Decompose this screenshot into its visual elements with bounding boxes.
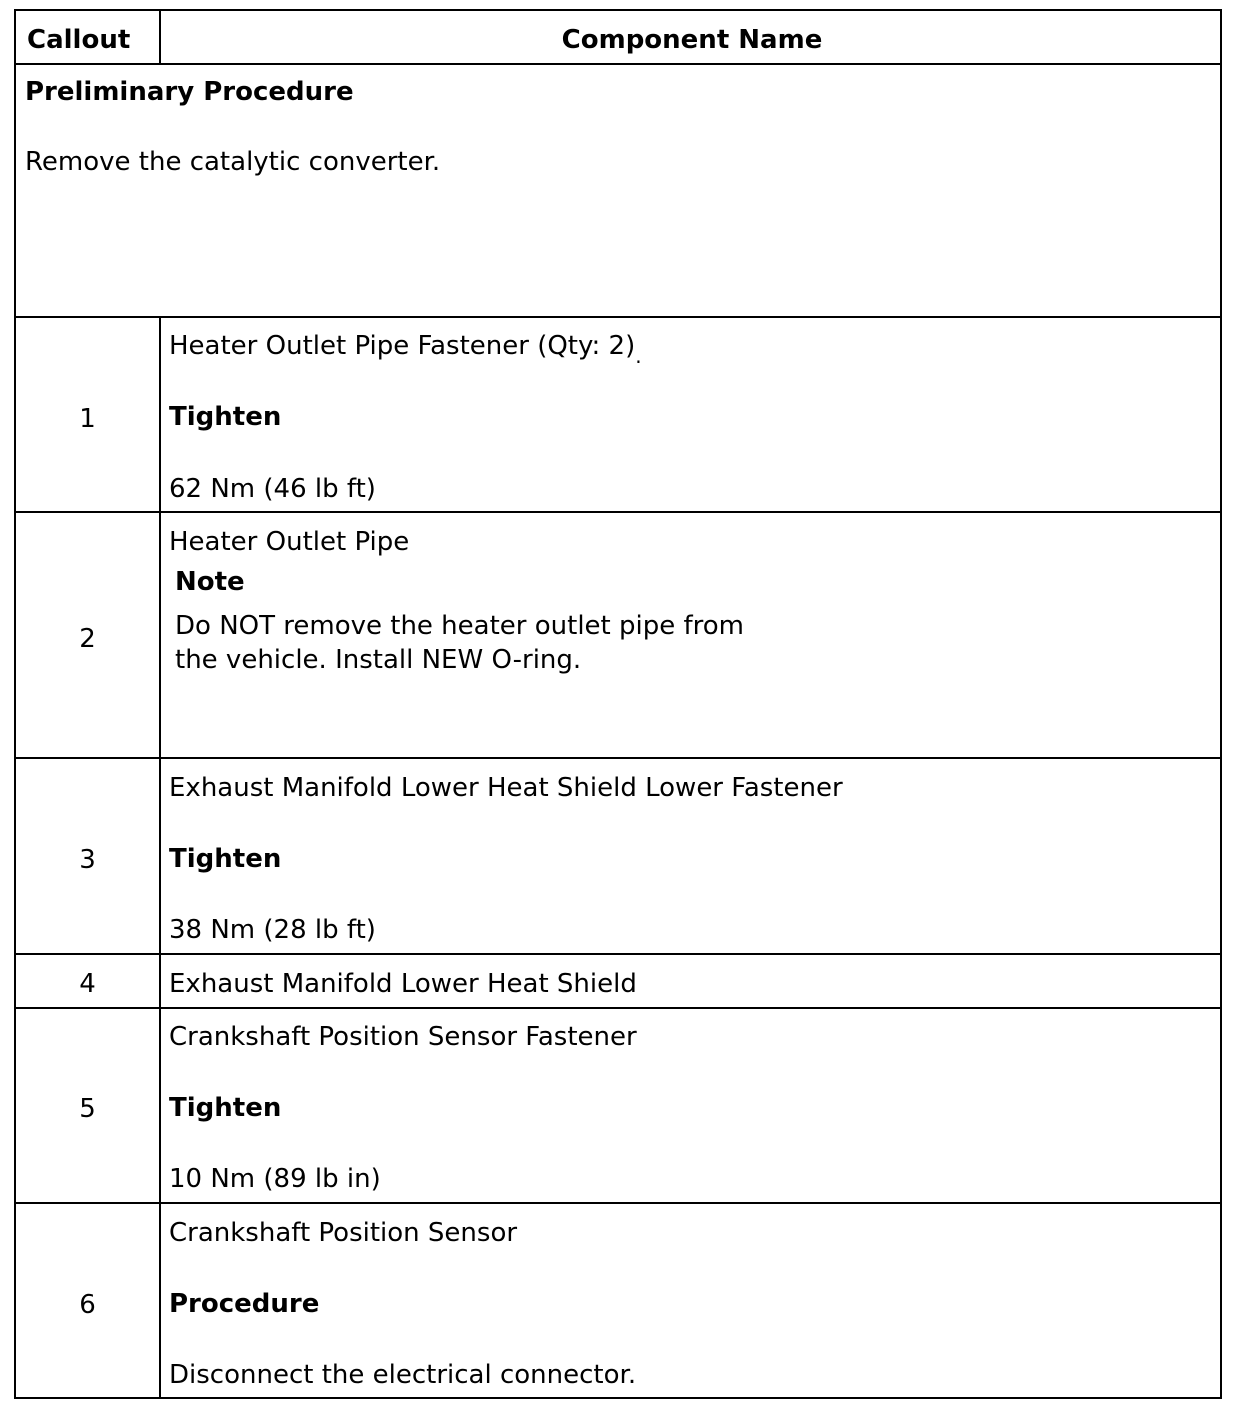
- preliminary-title: Preliminary Procedure: [25, 77, 354, 107]
- component-name: Crankshaft Position Sensor: [169, 1218, 518, 1248]
- column-divider: [159, 316, 161, 1398]
- component-name: Heater Outlet Pipe: [169, 527, 410, 557]
- procedure-text: Disconnect the electrical connector.: [169, 1360, 637, 1390]
- row-divider: [16, 1007, 1220, 1009]
- action-label: Tighten: [169, 844, 282, 874]
- row-divider: [16, 1202, 1220, 1204]
- component-name: Exhaust Manifold Lower Heat Shield: [169, 969, 637, 999]
- callout-number: 2: [79, 624, 96, 654]
- component-name: Crankshaft Position Sensor Fastener: [169, 1022, 637, 1052]
- component-name-text: Heater Outlet Pipe Fastener (Qty: 2): [169, 331, 636, 361]
- header-divider: [16, 63, 1220, 65]
- row-divider: [16, 316, 1220, 318]
- callout-number: 4: [79, 969, 96, 999]
- action-label: Procedure: [169, 1289, 320, 1319]
- note-text-line2: the vehicle. Install NEW O-ring.: [175, 645, 582, 675]
- row-divider: [16, 757, 1220, 759]
- component-name-suffix: .: [635, 344, 642, 368]
- row-divider: [16, 953, 1220, 955]
- component-name: [169, 331, 642, 368]
- header-component-name: Component Name: [561, 25, 823, 55]
- action-label: Tighten: [169, 1093, 282, 1123]
- preliminary-text: Remove the catalytic converter.: [25, 147, 441, 177]
- callout-number: 3: [79, 845, 96, 875]
- callout-number: 6: [79, 1290, 96, 1320]
- action-label: Tighten: [169, 402, 282, 432]
- component-name: Exhaust Manifold Lower Heat Shield Lower Fastener: [169, 773, 843, 803]
- note-title: Note: [175, 567, 245, 597]
- torque-value: 38 Nm (28 lb ft): [169, 915, 376, 945]
- header-callout: Callout: [27, 25, 131, 55]
- note-text-line1: Do NOT remove the heater outlet pipe from: [175, 611, 744, 641]
- component-table: [14, 9, 1222, 1399]
- torque-value: 10 Nm (89 lb in): [169, 1164, 381, 1194]
- callout-number: 5: [79, 1094, 96, 1124]
- column-divider: [159, 11, 161, 64]
- callout-number: 1: [79, 404, 96, 434]
- torque-value: 62 Nm (46 lb ft): [169, 474, 376, 504]
- row-divider: [16, 511, 1220, 513]
